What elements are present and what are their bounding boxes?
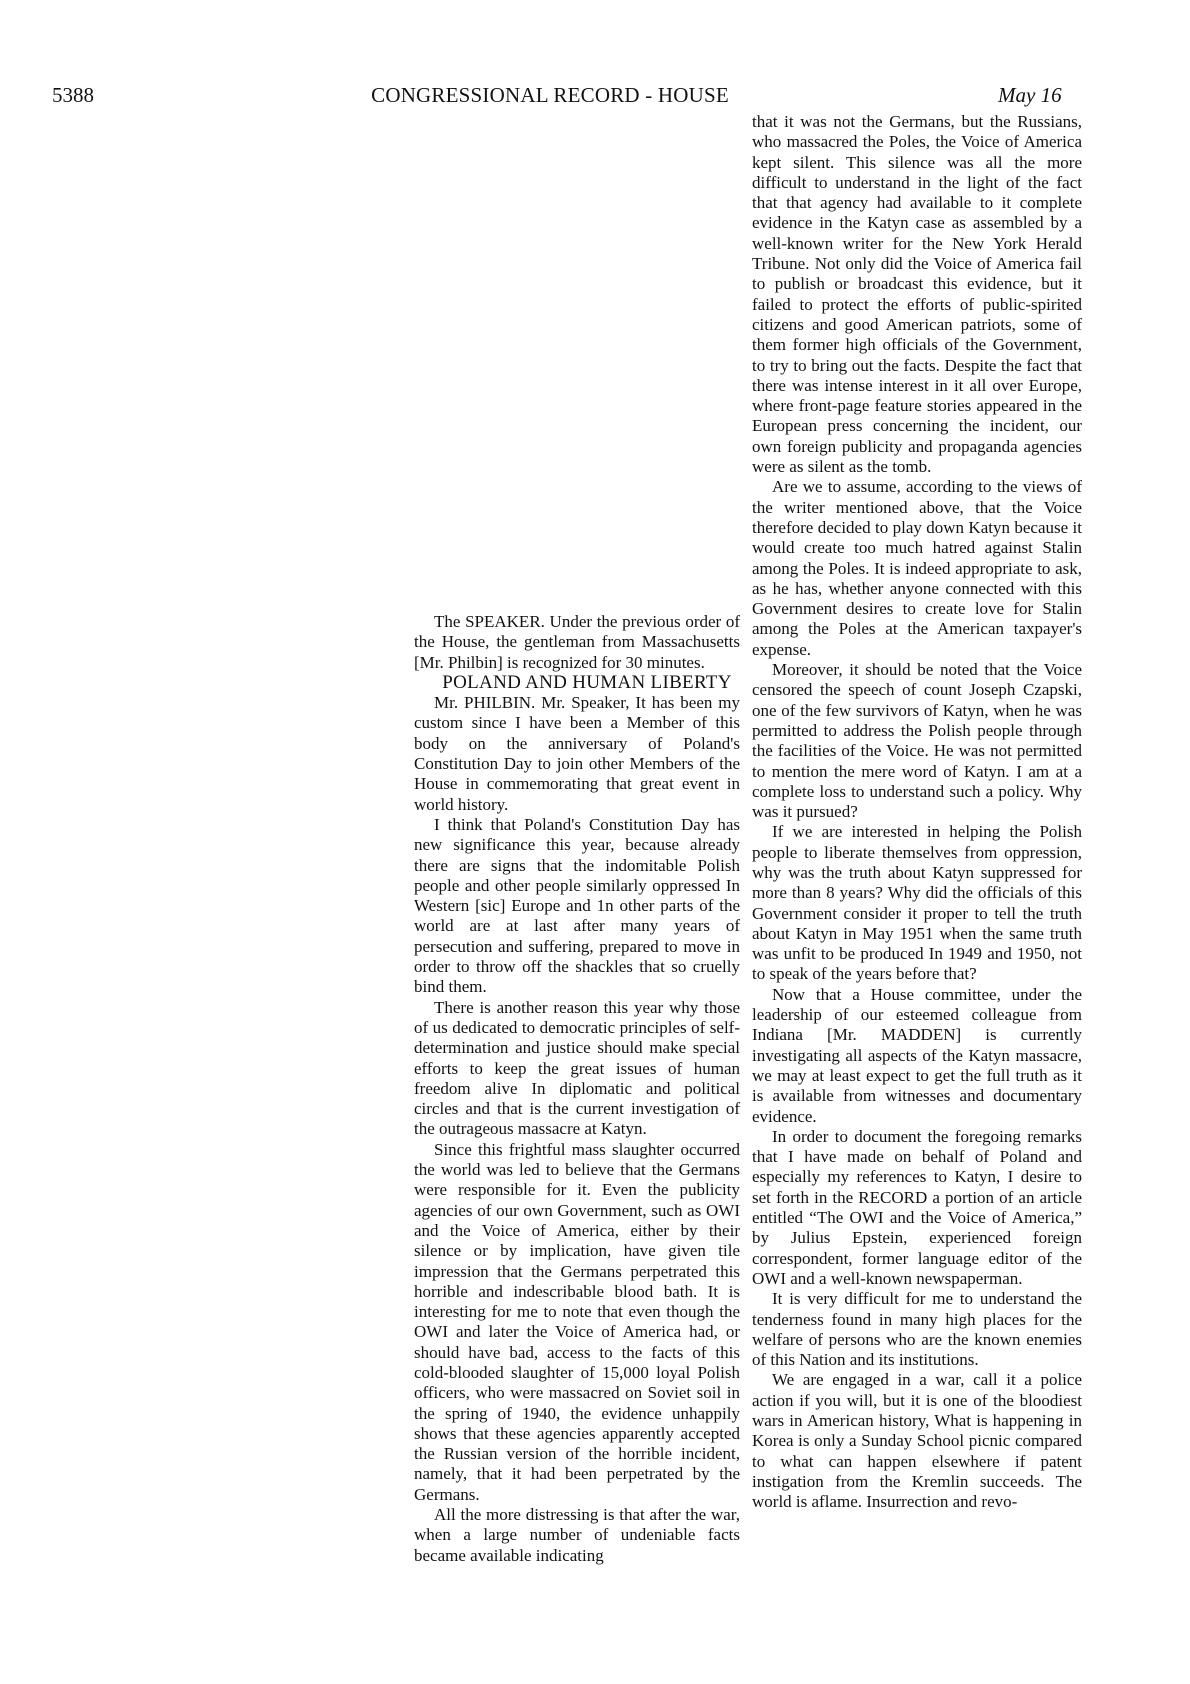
left-text-column xyxy=(414,612,740,1566)
record-date: May 16 xyxy=(998,83,1062,107)
body-paragraph: Moreover, it should be noted that the Voice censored the speech of count Joseph Czapski, one of the few survivors of Katyn, when he was permitted to address the Polish people through the facilities of the Voice. He was not permitted to mention the mere word of Katyn. I am at a complete loss to understand such a policy. Why was it pursued? xyxy=(752,660,1082,822)
body-paragraph: I think that Poland's Constitution Day has new significance this year, because already there are signs that the indomitable Polish people and other people similarly oppressed In Western [sic] Europe and 1n other parts of the world are at last after many years of persecution and suffering, prepared to move in order to throw off the shackles that so cruelly bind them. xyxy=(414,814,740,997)
running-head xyxy=(0,83,1190,111)
right-text-column xyxy=(752,112,1082,1512)
body-paragraph: that it was not the Germans, but the Russians, who massacred the Poles, the Voice of America kept silent. This silence was all the more difficult to understand in the light of the fact that that agency had available to it complete evidence in the Katyn case as assembled by a well-known writer for the New York Herald Tribune. Not only did the Voice of America fail to publish or broadcast this evidence, but it failed to protect the efforts of public-spirited citizens and good American patriots, some of them former high officials of the Government, to try to bring out the facts. Despite the fact that there was intense interest in it all over Europe, where front-page feature stories appeared in the European press concerning the incident, our own foreign publicity and propaganda agencies were as silent as the tomb. xyxy=(752,112,1082,477)
body-paragraph: We are engaged in a war, call it a police action if you will, but it is one of the bloodiest wars in American history, What is happening in Korea is only a Sunday School picnic compared to what can happen elsewhere if patent instigation from the Kremlin succeeds. The world is aflame. Insurrection and revo- xyxy=(752,1370,1082,1512)
body-paragraph: In order to document the foregoing remarks that I have made on behalf of Poland and especially my references to Katyn, I desire to set forth in the RECORD a portion of an article entitled “The OWI and the Voice of America,” by Julius Epstein, experienced foreign correspondent, former language editor of the OWI and a well-known newspaperman. xyxy=(752,1126,1082,1288)
body-paragraph: Are we to assume, according to the views of the writer mentioned above, that the Voice therefore decided to play down Katyn because it would create too much hatred against Stalin among the Poles. It is indeed appropriate to ask, as he has, whether anyone connected with this Government desires to create love for Stalin among the Poles at the American taxpayer's expense. xyxy=(752,477,1082,659)
section-heading: POLAND AND HUMAN LIBERTY xyxy=(442,671,732,693)
body-paragraph: If we are interested in helping the Polish people to liberate themselves from oppression, why was the truth about Katyn suppressed for more than 8 years? Why did the officials of this Government consider it proper to tell the truth about Katyn in May 1951 when the same truth was unfit to be produced In 1949 and 1950, not to speak of the years before that? xyxy=(752,822,1082,984)
body-paragraph: Mr. PHILBIN. Mr. Speaker, It has been my custom since I have been a Member of this body on the anniversary of Poland's Constitution Day to join other Members of the House in commemorating that great event in world history. xyxy=(414,693,740,814)
page-number: 5388 xyxy=(52,83,94,107)
body-paragraph: There is another reason this year why those of us dedicated to democratic principles of self-determination and justice should make special efforts to keep the great issues of human freedom alive In diplomatic and political circles and that is the current investigation of the outrageous massacre at Katyn. xyxy=(414,997,740,1139)
body-paragraph: Since this frightful mass slaughter occurred the world was led to believe that the Germans were responsible for it. Even the publicity agencies of our own Government, such as OWI and the Voice of America, either by their silence or by implication, have given tile impression that the Germans perpetrated this horrible and indescribable blood bath. It is interesting for me to note that even though the OWI and later the Voice of America had, or should have bad, access to the facts of this cold-blooded slaughter of 15,000 loyal Polish officers, who were massacred on Soviet soil in the spring of 1940, the evidence unhappily shows that these agencies apparently accepted the Russian version of the horrible incident, namely, that it had been perpetrated by the Germans. xyxy=(414,1139,740,1504)
body-paragraph: Now that a House committee, under the leadership of our esteemed colleague from Indiana [Mr. MADDEN] is currently investigating all aspects of the Katyn massacre, we may at least expect to get the full truth as it is available from witnesses and documentary evidence. xyxy=(752,984,1082,1126)
speaker-recognition-paragraph: The SPEAKER. Under the previous order of the House, the gentleman from Massachusetts [Mr. Philbin] is recognized for 30 minutes. xyxy=(414,612,740,672)
body-paragraph: All the more distressing is that after the war, when a large number of undeniable facts became available indicating xyxy=(414,1505,740,1565)
record-title: CONGRESSIONAL RECORD - HOUSE xyxy=(371,83,729,107)
body-paragraph: It is very difficult for me to understand the tenderness found in many high places for the welfare of persons who are the known enemies of this Nation and its institutions. xyxy=(752,1289,1082,1370)
